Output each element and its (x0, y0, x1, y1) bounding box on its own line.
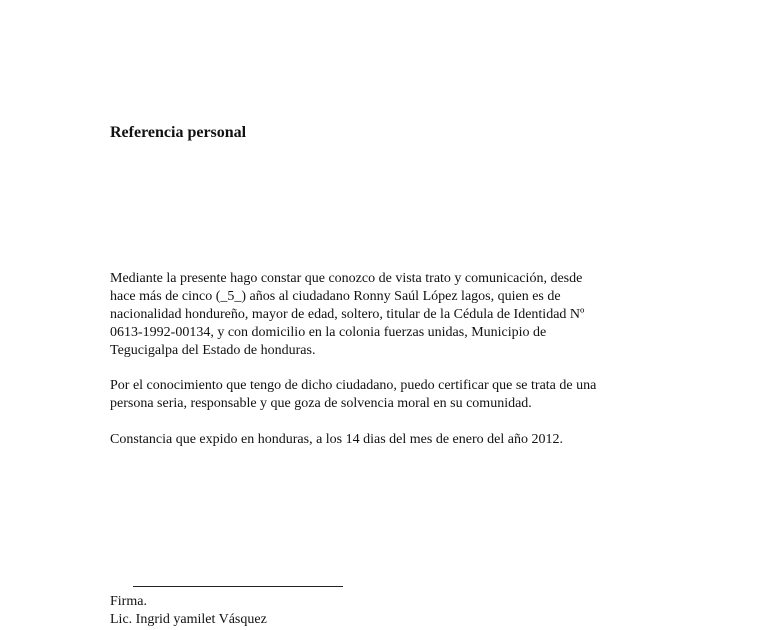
paragraph-closing (110, 431, 670, 449)
paragraph-line: Mediante la presente hago constar que conozco de vista trato y comunicación, desde (110, 271, 583, 286)
signature-label: Firma. (110, 594, 147, 609)
signature-line (133, 586, 343, 587)
paragraph-line: nacionalidad hondureño, mayor de edad, soltero, titular de la Cédula de Identidad Nº (110, 307, 585, 322)
paragraph-certification (110, 377, 670, 413)
signer-name: Lic. Ingrid yamilet Vásquez (110, 612, 267, 627)
paragraph-intro (110, 270, 670, 360)
paragraph-line: hace más de cinco (_5_) años al ciudadano Ronny Saúl López lagos, quien es de (110, 289, 561, 304)
paragraph-line: 0613-1992-00134, y con domicilio en la colonia fuerzas unidas, Municipio de (110, 325, 547, 340)
paragraph-line: persona seria, responsable y que goza de solvencia moral en su comunidad. (110, 396, 532, 411)
paragraph-line: Constancia que expido en honduras, a los 14 dias del mes de enero del año 2012. (110, 432, 563, 447)
paragraph-line: Por el conocimiento que tengo de dicho ciudadano, puedo certificar que se trata de una (110, 378, 597, 393)
document-title: Referencia personal (110, 124, 247, 141)
paragraph-line: Tegucigalpa del Estado de honduras. (110, 343, 316, 358)
